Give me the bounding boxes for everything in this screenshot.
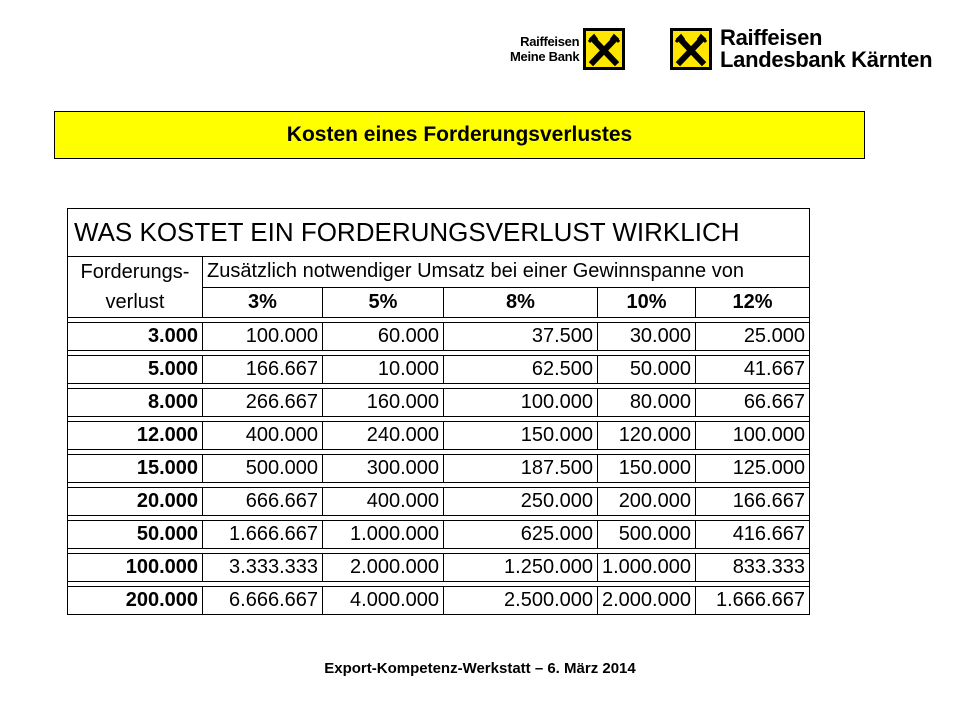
required-revenue-cell: 400.000 [203,422,323,450]
required-revenue-cell: 416.667 [695,521,809,549]
required-revenue-cell: 166.667 [695,488,809,516]
margin-header-5: 12% [695,287,809,318]
table-row [68,587,810,615]
table-row [68,323,810,351]
raiffeisen-cross-icon [670,28,712,70]
required-revenue-cell: 160.000 [323,389,444,417]
loss-column-header [68,257,203,318]
loss-amount: 12.000 [68,422,203,450]
raiffeisen-cross-icon [583,28,625,70]
required-revenue-cell: 100.000 [695,422,809,450]
table-row [68,455,810,483]
required-revenue-cell: 266.667 [203,389,323,417]
required-revenue-cell: 1.666.667 [203,521,323,549]
required-revenue-cell: 625.000 [444,521,598,549]
required-revenue-cell: 6.666.667 [203,587,323,615]
footer-text: Export-Kompetenz-Werkstatt – 6. März 2014 [324,660,636,677]
page-title: Kosten eines Forderungsverlustes [286,123,633,146]
required-revenue-cell: 2.000.000 [323,554,444,582]
required-revenue-cell: 400.000 [323,488,444,516]
margin-header-1: 3% [203,287,323,318]
required-revenue-cell: 37.500 [444,323,598,351]
table-row [68,488,810,516]
required-revenue-cell: 1.000.000 [598,554,696,582]
logo-large-line2: Landesbank Kärnten [720,47,933,72]
loss-amount: 3.000 [68,323,203,351]
required-revenue-cell: 125.000 [695,455,809,483]
table-row [68,389,810,417]
required-revenue-cell: 150.000 [598,455,696,483]
margin-header-3: 8% [444,287,598,318]
required-revenue-cell: 100.000 [203,323,323,351]
required-revenue-cell: 666.667 [203,488,323,516]
required-revenue-cell: 500.000 [203,455,323,483]
margin-header: Zusätzlich notwendiger Umsatz bei einer Gewinnspanne von [203,257,810,288]
logo-small-text [510,34,579,64]
margin-header-4: 10% [598,287,696,318]
required-revenue-cell: 833.333 [695,554,809,582]
required-revenue-cell: 120.000 [598,422,696,450]
loss-amount: 200.000 [68,587,203,615]
required-revenue-cell: 3.333.333 [203,554,323,582]
logo-small-line2: Meine Bank [510,49,580,64]
required-revenue-cell: 150.000 [444,422,598,450]
table-row [68,521,810,549]
required-revenue-cell: 41.667 [695,356,809,384]
table-row [68,554,810,582]
required-revenue-cell: 25.000 [695,323,809,351]
loss-header-line1: Forderungs- [80,261,190,283]
required-revenue-cell: 500.000 [598,521,696,549]
loss-cost-table [67,208,810,615]
required-revenue-cell: 1.250.000 [444,554,598,582]
required-revenue-cell: 300.000 [323,455,444,483]
logo-large-line1: Raiffeisen [720,25,823,50]
required-revenue-cell: 250.000 [444,488,598,516]
required-revenue-cell: 4.000.000 [323,587,444,615]
required-revenue-cell: 200.000 [598,488,696,516]
loss-amount: 5.000 [68,356,203,384]
required-revenue-cell: 240.000 [323,422,444,450]
loss-amount: 20.000 [68,488,203,516]
required-revenue-cell: 100.000 [444,389,598,417]
raiffeisen-landesbank-logo [670,25,933,72]
loss-header-line2: verlust [105,291,165,313]
table-row [68,356,810,384]
title-banner [54,111,865,159]
required-revenue-cell: 2.000.000 [598,587,696,615]
table-row [68,422,810,450]
required-revenue-cell: 1.000.000 [323,521,444,549]
required-revenue-cell: 66.667 [695,389,809,417]
required-revenue-cell: 1.666.667 [695,587,809,615]
required-revenue-cell: 30.000 [598,323,696,351]
margin-header-2: 5% [323,287,444,318]
table-title: WAS KOSTET EIN FORDERUNGSVERLUST WIRKLICH [68,209,810,257]
raiffeisen-meine-bank-logo [510,28,625,70]
loss-amount: 50.000 [68,521,203,549]
required-revenue-cell: 62.500 [444,356,598,384]
loss-amount: 100.000 [68,554,203,582]
required-revenue-cell: 50.000 [598,356,696,384]
logo-large-text [720,27,932,71]
required-revenue-cell: 2.500.000 [444,587,598,615]
required-revenue-cell: 80.000 [598,389,696,417]
loss-amount: 8.000 [68,389,203,417]
logo-small-line1: Raiffeisen [520,34,580,49]
required-revenue-cell: 60.000 [323,323,444,351]
required-revenue-cell: 187.500 [444,455,598,483]
required-revenue-cell: 166.667 [203,356,323,384]
required-revenue-cell: 10.000 [323,356,444,384]
loss-amount: 15.000 [68,455,203,483]
